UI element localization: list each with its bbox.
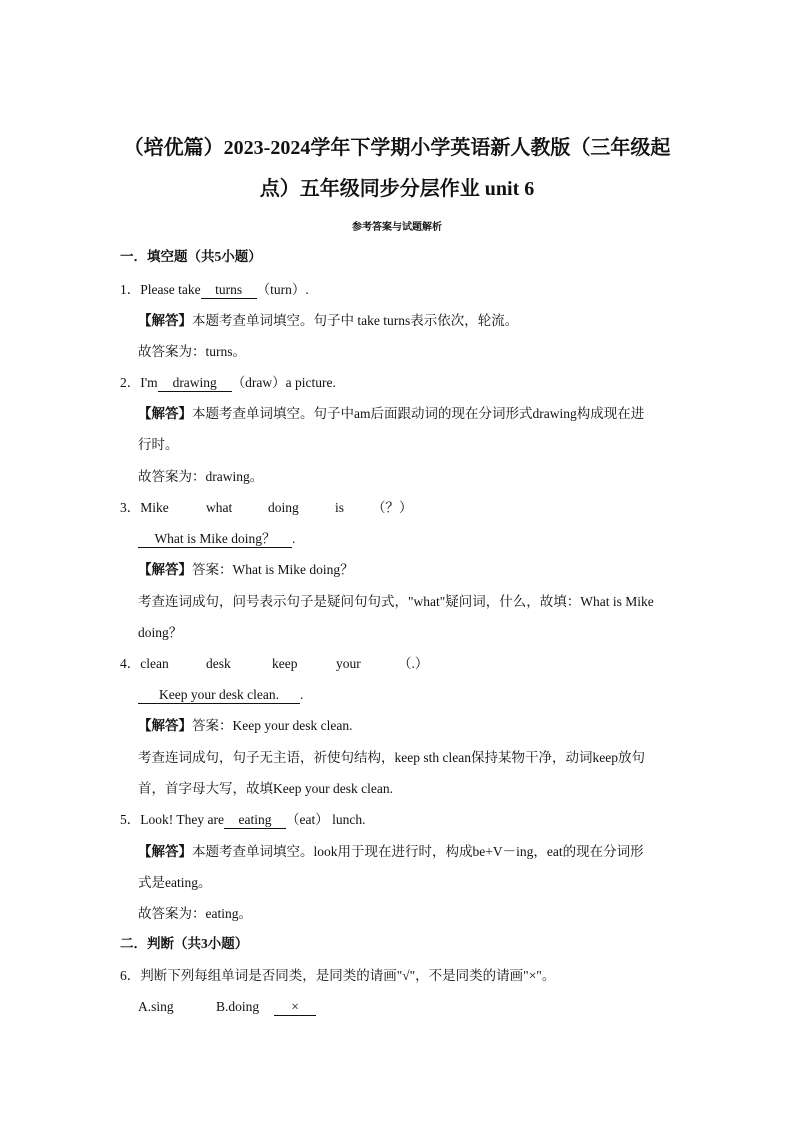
q4-word-5: （.） xyxy=(398,656,429,671)
q3-word-3: doing xyxy=(268,500,299,515)
question-1 xyxy=(120,280,309,300)
q5-analysis-text: 本题考查单词填空。look用于现在进行时，构成be+V－ing，eat的现在分词形 xyxy=(192,844,644,859)
q4-answer-text: 答案：Keep your desk clean. xyxy=(192,718,353,733)
q3-explanation-cont: doing？ xyxy=(138,625,183,640)
q3-word-2: what xyxy=(206,500,233,515)
q3-word-5: （？） xyxy=(372,500,413,515)
q4-explanation: 考查连词成句，句子无主语，祈使句结构，keep sth clean保持某物干净，动词keep放句 xyxy=(138,750,645,765)
q5-answer-blank: eating xyxy=(224,812,286,829)
question-6: 6．判断下列每组单词是否同类，是同类的请画"√"，不是同类的请画"×"。 xyxy=(120,968,556,983)
q2-prefix: 2．I'm xyxy=(120,375,158,390)
q6-options xyxy=(138,997,316,1017)
doc-subtitle: 参考答案与试题解析 xyxy=(352,222,442,233)
q4-word-3: keep xyxy=(272,656,298,671)
q1-suffix: （turn）. xyxy=(256,282,309,297)
q1-result: 故答案为：turns。 xyxy=(138,344,246,359)
analysis-tag: 【解答】 xyxy=(138,562,192,577)
q5-analysis-cont: 式是eating。 xyxy=(138,875,212,890)
analysis-tag: 【解答】 xyxy=(138,406,192,421)
q5-result: 故答案为：eating。 xyxy=(138,906,252,921)
q4-explanation-cont: 首，首字母大写，故填Keep your desk clean. xyxy=(138,781,393,796)
question-4 xyxy=(120,654,428,674)
question-2 xyxy=(120,373,336,393)
q6-answer-blank: × xyxy=(274,999,316,1016)
q6-option-b: B.doing xyxy=(216,999,260,1014)
q3-explanation: 考查连词成句，问号表示句子是疑问句句式，"what"疑问词，什么，故填：What is Mike xyxy=(138,594,654,609)
q2-answer-blank: drawing xyxy=(158,375,232,392)
q3-answer-text: 答案：What is Mike doing？ xyxy=(192,562,354,577)
q5-analysis xyxy=(138,842,644,862)
q4-word-1: 4．clean xyxy=(120,656,169,671)
analysis-tag: 【解答】 xyxy=(138,313,192,328)
question-3 xyxy=(120,498,413,518)
q5-suffix: （eat） lunch. xyxy=(285,812,366,827)
q4-word-2: desk xyxy=(206,656,231,671)
doc-title-line2: 点）五年级同步分层作业 unit 6 xyxy=(259,178,535,200)
analysis-tag: 【解答】 xyxy=(138,718,192,733)
q6-option-a: A.sing xyxy=(138,999,174,1014)
section-heading-judge: 二．判断（共3小题） xyxy=(120,936,249,951)
q1-answer-blank: turns xyxy=(201,282,257,299)
q1-analysis-text: 本题考查单词填空。句子中 take turns表示依次，轮流。 xyxy=(192,313,519,328)
q2-result: 故答案为：drawing。 xyxy=(138,469,264,484)
question-5 xyxy=(120,810,365,830)
q4-word-4: your xyxy=(336,656,361,671)
q2-analysis-cont: 行时。 xyxy=(138,437,179,452)
section-heading-fill-blank: 一．填空题（共5小题） xyxy=(120,249,262,264)
doc-title-line1: （培优篇）2023-2024学年下学期小学英语新人教版（三年级起 xyxy=(123,137,671,159)
q3-analysis xyxy=(138,560,354,580)
q2-suffix: （draw）a picture. xyxy=(231,375,336,390)
analysis-tag: 【解答】 xyxy=(138,844,192,859)
q3-answer-line: What is Mike doing？ . xyxy=(138,529,295,549)
q2-analysis xyxy=(138,404,644,424)
q1-prefix: 1．Please take xyxy=(120,282,201,297)
q5-prefix: 5．Look! They are xyxy=(120,812,224,827)
q3-word-4: is xyxy=(335,500,345,515)
q3-word-1: 3．Mike xyxy=(120,500,169,515)
q4-answer-line: Keep your desk clean. . xyxy=(138,685,303,705)
q4-answer-blank: Keep your desk clean. xyxy=(138,687,300,704)
q3-answer-blank: What is Mike doing？ xyxy=(138,531,292,548)
q2-analysis-text: 本题考查单词填空。句子中am后面跟动词的现在分词形式drawing构成现在进 xyxy=(192,406,645,421)
q4-analysis xyxy=(138,716,352,736)
q1-analysis xyxy=(138,311,518,331)
